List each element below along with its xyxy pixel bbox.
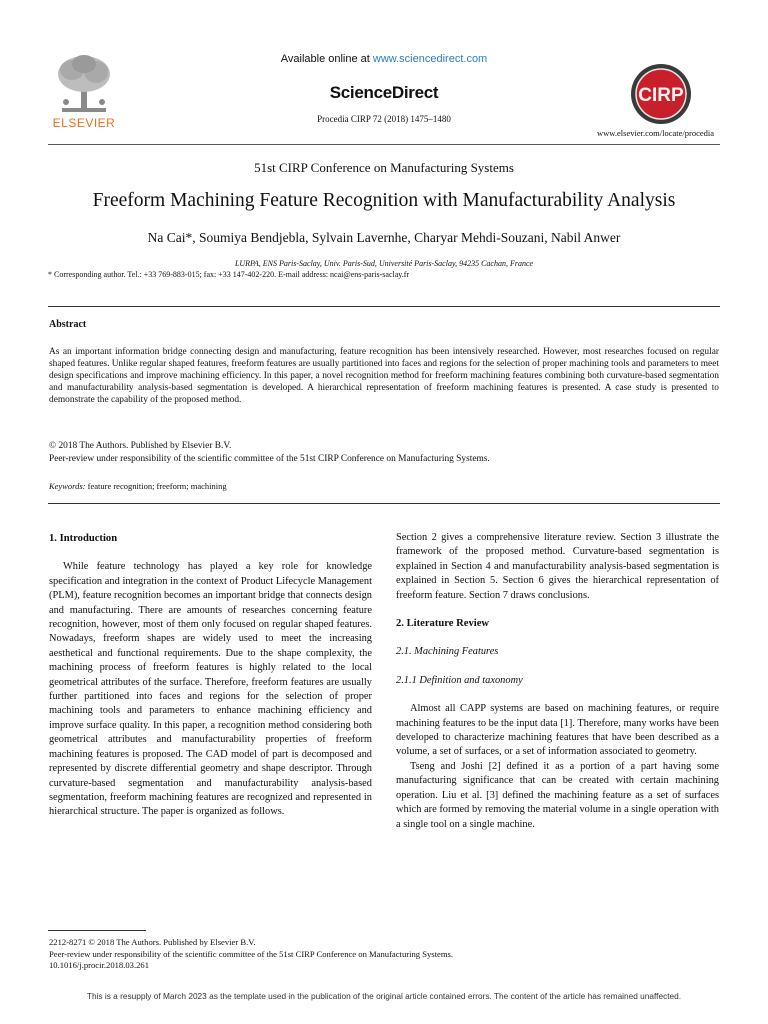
journal-url[interactable]: www.elsevier.com/locate/procedia (597, 128, 714, 138)
header-divider (48, 144, 720, 145)
available-prefix: Available online at (280, 53, 373, 65)
tseng-joshi-paragraph: Tseng and Joshi [2] defined it as a portion of a part having some manufacturing significance that can be created with certain machining operation. Liu et al. [3] defined the machining feature as a set of surfaces which are formed by removing the material volume in a single operation with a single tool on a single machine. (396, 760, 719, 830)
corresponding-author: * Corresponding author. Tel.: +33 769-883-015; fax: +33 147-402-220. E-mail address: ncai@ens-paris-saclay.fr (48, 270, 410, 279)
sciencedirect-link[interactable]: www.sciencedirect.com (372, 53, 488, 65)
capp-paragraph: Almost all CAPP systems are based on machining features, or require machining features to be the input data [1]. Therefore, many works have been developed to characterize machining features that have been described as a volume, a set of surfaces, or a set of information associated to geometry. (396, 703, 719, 758)
author-list: Na Cai*, Soumiya Bendjebla, Sylvain Lavernhe, Charyar Mehdi-Souzani, Nabil Anwer (147, 230, 621, 245)
sciencedirect-brand: ScienceDirect (329, 83, 439, 102)
doi-line[interactable]: 10.1016/j.procir.2018.03.261 (49, 960, 150, 970)
footer-peer-review: Peer-review under responsibility of the scientific committee of the 51st CIRP Conference on Manufacturing Systems. (49, 948, 454, 959)
introduction-paragraph: While feature technology has played a key role for knowledge specification and integration in the context of Product Lifecycle Management (PLM), feature recognition becomes an important bridge that connects design and manufacturing. There are amounts of researches concerning feature recognition, however, most of them only focused on regular shaped features. Nowadays, freeform shapes are widely used to meet the increasing aesthetical and functional requirements. Due to the shape complexity, the machining process of freeform features is highly related to the local geometrical attributes of the surface. Therefore, freeform features are usually further partitioned into faces and regions for the selection of proper machining tools and parameters to enhance machining efficiency and improve surface quality. In this paper, a recognition method considering both geometrical attributes and manufacturability properties of freeform machining features is proposed. The CAD model of part is decomposed and represented by discrete differential geometry and shape descriptor. Through curvature-based segmentation and manufacturability analysis-based segmentation, freeform machining features are recognized and represented in hierarchical structure. The paper is organized as follows. (49, 561, 372, 818)
footer-block (49, 937, 453, 972)
introduction-heading: 1. Introduction (49, 533, 118, 544)
introduction-continuation: Section 2 gives a comprehensive literature review. Section 3 illustrate the framework of the proposed method. Curvature-based segmentation is explained in Section 4 and manufacturability analysis-based segmentation is explained in Section 5. Section 6 gives the hierarchical representation of freeform feature. Section 7 draws conclusions. (396, 532, 719, 601)
abstract-bottom-divider (48, 503, 720, 504)
keywords-value: feature recognition; freeform; machining (85, 481, 227, 491)
copyright-line: © 2018 The Authors. Published by Elsevier B.V. (49, 441, 232, 451)
affiliation: LURPA, ENS Paris-Saclay, Univ. Paris-Sud, Université Paris-Saclay, 94235 Cachan, France (234, 259, 534, 268)
abstract-top-divider (48, 306, 720, 307)
keywords-line (49, 481, 227, 491)
abstract-heading: Abstract (49, 319, 87, 330)
journal-citation: Procedia CIRP 72 (2018) 1475–1480 (317, 114, 451, 124)
paper-title: Freeform Machining Feature Recognition with Manufacturability Analysis (92, 190, 676, 211)
resupply-notice: This is a resupply of March 2023 as the template used in the publication of the original article contained errors. The content of the article has remained unaffected. (86, 991, 682, 1001)
footnote-divider (48, 930, 146, 931)
peer-review-line: Peer-review under responsibility of the scientific committee of the 51st CIRP Conference on Manufacturing Systems. (49, 454, 490, 464)
right-column (396, 531, 719, 832)
conference-name: 51st CIRP Conference on Manufacturing Systems (254, 160, 514, 175)
svg-text:CIRP: CIRP (638, 85, 684, 106)
keywords-label: Keywords: (49, 481, 86, 491)
abstract-text: As an important information bridge connecting design and manufacturing, feature recognition has been intensively researched. However, most researches focused on regular shaped features. Unlike regular shaped features, freeform features are usually partitioned into faces and regions for the selection of proper machining tools and parameters to meet design specifications and improve machining efficiency. In this paper, a novel recognition method for freeform machining features combining both curvature-based segmentation and manufacturability analysis-based segmentation is developed. A hierarchical representation of freeform machining features is presented. A case study is presented to demonstrate the capability of the proposed method. (49, 347, 719, 405)
cirp-logo (630, 63, 692, 125)
machining-features-subheading: 2.1. Machining Features (396, 646, 499, 658)
literature-review-heading: 2. Literature Review (396, 618, 490, 630)
definition-taxonomy-subheading: 2.1.1 Definition and taxonomy (396, 674, 523, 686)
left-column (49, 532, 372, 820)
issn-line: 2212-8271 © 2018 The Authors. Published by Elsevier B.V. (49, 937, 256, 947)
publisher-name: ELSEVIER (52, 116, 116, 130)
